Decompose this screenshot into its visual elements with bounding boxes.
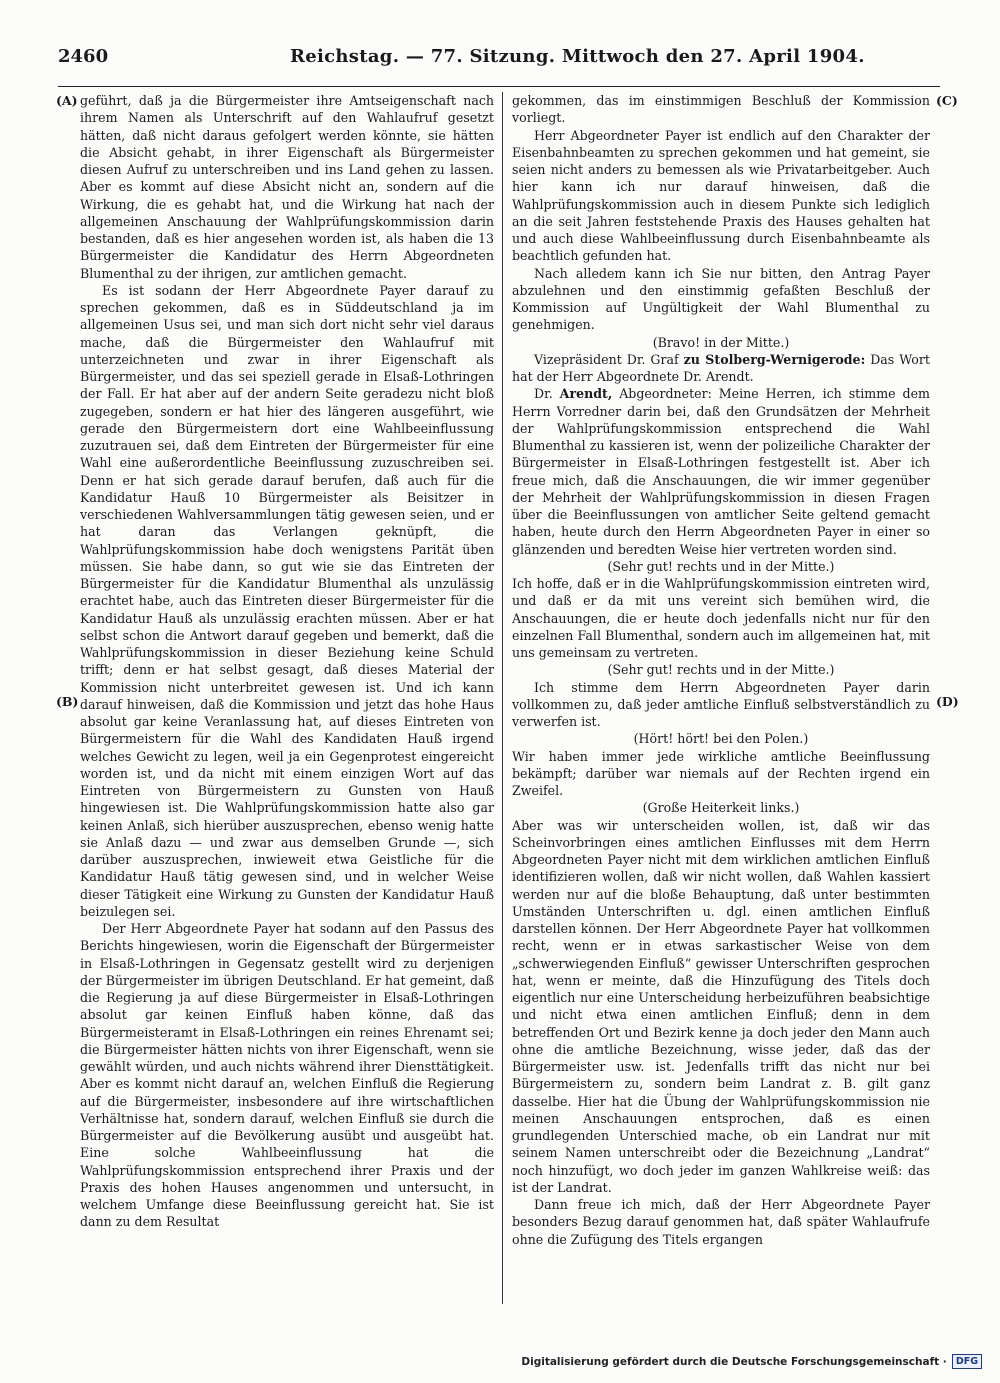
- footer-text: Digitalisierung gefördert durch die Deutsche Forschungsgemeinschaft ·: [521, 1355, 947, 1368]
- dfg-logo: DFG: [952, 1354, 982, 1369]
- page-number: 2460: [58, 46, 109, 67]
- right-column: [512, 92, 930, 1248]
- running-title: Reichstag. — 77. Sitzung. Mittwoch den 27. April 1904.: [290, 46, 865, 67]
- paragraph: gekommen, das im einstimmigen Beschluß der Kommission vorliegt.: [512, 93, 930, 126]
- speaker-title: Vizepräsident Dr. Graf: [534, 351, 679, 367]
- paragraph: Dann freue ich mich, daß der Herr Abgeordnete Payer besonders Bezug darauf genommen hat, daß später Wahlaufrufe ohne die Zufügung des Titels ergangen: [512, 1197, 930, 1247]
- paragraph: Ich hoffe, daß er in die Wahlprüfungskommission eintreten wird, und daß er da mit uns vereint sich bemühen wird, die Anschauungen, die er heute doch jedenfalls nicht nur für den einzelnen Fall Blumenthal, sondern auch im allgemeinen hat, mit uns gemeinsam zu vertreten.: [512, 576, 930, 660]
- margin-mark-d: (D): [936, 694, 959, 709]
- speaker-text: Das Wort hat der Herr Abgeordnete Dr. Arendt.: [512, 351, 930, 384]
- interjection: (Große Heiterkeit links.): [642, 800, 800, 816]
- paragraph: Wir haben immer jede wirkliche amtliche Beeinflussung bekämpft; darüber war niemals auf der Rechten irgend ein Zweifel.: [512, 748, 930, 798]
- interjection: (Sehr gut! rechts und in der Mitte.): [607, 558, 835, 574]
- margin-mark-b: (B): [56, 694, 79, 709]
- paragraph: Es ist sodann der Herr Abgeordnete Payer darauf zu sprechen gekommen, daß es in Süddeutschland ja im allgemeinen Usus sei, und man sich dort nicht sehr viel daraus mache, daß die Bürgermeister den Wahlaufruf mit unterzeichneten und zwar in ihrer Eigenschaft als Bürgermeister, und das sei speziell gerade in Elsaß-Lothringen der Fall. Er hat aber auf der andern Seite geradezu nicht bloß zugegeben, sondern er hat hier des längeren ausgeführt, wie gerade den Bürgermeistern dort eine Wahlbeeinflussung zuzutrauen sei, daß dem Eintreten der Bürgermeister für eine Wahl eine außerordentliche Beeinflussung zuzuschreiben sei. Denn er hat sich gerade darauf berufen, daß auch für die Kandidatur Hauß 10 Bürgermeister als Beisitzer in verschiedenen Wahlversammlungen tätig gewesen seien, und er hat daran das Verlangen geknüpft, die Wahlprüfungskommission habe doch wenigstens Parität üben müssen. Sie habe dann, so gut wie sie das Eintreten der Bürgermeister für die Kandidatur Blumenthal als unzulässig erachtet habe, auch das Eintreten dieser Bürgermeister für die Kandidatur Hauß als unzulässig erachten müssen. Aber er hat selbst schon die Antwort darauf gegeben und bemerkt, daß die Wahlprüfungskommission in dieser Beziehung keine Schuld trifft; denn er hat selbst gesagt, daß dieses Material der Kommission nicht unterbreitet gewesen ist. Und ich kann darauf hinweisen, daß die Kommission und jetzt das hohe Haus absolut gar keine Veranlassung hat, auf dieses Eintreten von Bürgermeistern für die Wahl des Kandidaten Hauß irgend welches Gewicht zu legen, weil ja ein Gegenprotest eingereicht worden ist, und da nicht mit einem einzigen Wort auf das Eintreten von Bürgermeistern zu Gunsten von Hauß hingewiesen ist. Die Wahlprüfungskommission hatte also gar keinen Anlaß, sich hierüber auszusprechen, ebenso wenig hatte sie Anlaß dazu — und zwar aus demselben Grunde —, sich darüber auszusprechen, inwieweit etwa Geistliche für die Kandidatur Hauß tätig gewesen sind, und in welcher Weise dieser Tätigkeit eine Wirkung zu Gunsten der Kandidatur Hauß beizulegen sei.: [80, 282, 494, 919]
- digitization-footer: [521, 1354, 982, 1369]
- speaker-name: zu Stolberg-Wernigerode:: [683, 351, 866, 367]
- margin-mark-a: (A): [56, 93, 78, 108]
- paragraph: Der Herr Abgeordnete Payer hat sodann auf den Passus des Berichts hingewiesen, worin die Eigenschaft der Bürgermeister in Elsaß-Lothringen in Gegensatz gestellt wird zu derjenigen der Bürgermeister im übrigen Deutschland. Er hat gemeint, daß die Regierung ja auf diese Bürgermeister in Elsaß-Lothringen absolut gar keinen Einfluß haben könne, daß das Bürgermeisteramt in Elsaß-Lothringen ein reines Ehrenamt sei; die Bürgermeister hätten nichts von ihrer Eigenschaft, wenn sie gewählt würden, und auch nichts während ihrer Diensttätigkeit. Aber es kommt nicht darauf an, welchen Einfluß die Regierung auf die Bürgermeister, insbesondere auf ihre wirtschaftlichen Verhältnisse hat, sondern darauf, welchen Einfluß sie durch die Bürgermeister auf die Bevölkerung ausübt und ausgeübt hat. Eine solche Wahlbeeinflussung hat die Wahlprüfungskommission entsprechend ihrer Praxis und der Praxis des hohen Hauses angenommen und untersucht, in welchem Umfange diese Beeinflussung gereicht hat. Sie ist dann zu dem Resultat: [80, 921, 494, 1230]
- column-divider: [502, 92, 503, 1304]
- page-header: [58, 44, 940, 70]
- speaker-title: Dr.: [534, 386, 553, 402]
- paragraph: Aber was wir unterscheiden wollen, ist, daß wir das Scheinvorbringen eines amtlichen Einflusses mit dem Herrn Abgeordneten Payer nicht mit dem wirklichen amtlichen Einfluß identifizieren wollen, daß wir nicht wollen, daß Wahlen kassiert werden nur auf die bloße Behauptung, daß unter bestimmten Umständen Unterschriften u. dgl. einen amtlichen Einfluß darstellen können. Der Herr Abgeordnete Payer hat vollkommen recht, wenn er in etwas sarkastischer Weise von dem „schwerwiegenden Einfluß“ gewisser Unterschriften gesprochen hat, wenn er meinte, daß die Hinzufügung des Titels doch eigentlich nur eine Unterscheidung herbeizuführen beabsichtige und nicht etwa einen amtlichen Einfluß; denn in dem betreffenden Ort und Bezirk kenne ja doch jeder den Mann auch ohne die amtliche Bezeichnung, wisse jeder, daß das der Bürgermeister usw. ist. Jedenfalls trifft das nicht nur bei Bürgermeistern zu, sondern beim Landrat z. B. gilt ganz dasselbe. Hier hat die Übung der Wahlprüfungskommission nie meinen Anschauungen entsprochen, daß es einen grundlegenden Unterschied mache, ob ein Landrat nur mit seinem Namen unterschreibt oder die Bezeichnung „Landrat“ noch hinzufügt, wo doch jeder im ganzen Wahlkreise weiß: das ist der Landrat.: [512, 817, 930, 1195]
- interjection: (Sehr gut! rechts und in der Mitte.): [607, 662, 835, 678]
- speaker-text: Abgeordneter: Meine Herren, ich stimme dem Herrn Vorredner darin bei, daß den Grundsätzen der Mehrheit der Wahlprüfungskommission entsprechend die Wahl Blumenthal zu kassieren ist, wenn der polizeiliche Charakter der Bürgermeister in Elsaß-Lothringen festgestellt ist. Aber ich freue mich, daß die Anschauungen, die wir immer gegenüber der Mehrheit der Wahlprüfungskommission in diesen Fragen über die Beeinflussungen von amtlicher Seite geltend gemacht haben, heute durch den Herrn Abgeordneten Payer in einer so glänzenden und beredten Weise hier vertreten worden sind.: [512, 386, 930, 557]
- paragraph: Ich stimme dem Herrn Abgeordneten Payer darin vollkommen zu, daß jeder amtliche Einfluß selbstverständlich zu verwerfen ist.: [512, 679, 930, 729]
- speaker-name: Arendt,: [559, 386, 613, 402]
- paragraph: Nach alledem kann ich Sie nur bitten, den Antrag Payer abzulehnen und den einstimmig gefaßten Beschluß der Kommission auf Ungültigkeit der Wahl Blumenthal zu genehmigen.: [512, 265, 930, 333]
- paragraph: Herr Abgeordneter Payer ist endlich auf den Charakter der Eisenbahnbeamten zu sprechen gekommen und hat gemeint, sie seien nicht anders zu bemessen als wie Privatarbeitgeber. Auch hier kann ich nur darauf hinweisen, daß die Wahlprüfungskommission auch in diesem Punkte sich lediglich an die seit Jahren feststehende Praxis des Hauses gehalten hat und auch diese Wahlbeeinflussung durch Eisenbahnbeamte als beachtlich gefunden hat.: [512, 127, 930, 264]
- left-column: [80, 92, 494, 1231]
- header-rule: [58, 86, 940, 87]
- speaker-line-vizepraesident: [512, 351, 930, 386]
- interjection: (Bravo! in der Mitte.): [652, 334, 790, 350]
- interjection: (Hört! hört! bei den Polen.): [633, 731, 809, 747]
- paragraph: geführt, daß ja die Bürgermeister ihre Amtseigenschaft nach ihrem Namen als Unterschrift auf den Wahlaufruf gesetzt hätten, daß nicht daraus gefolgert werden könnte, sie hätten die Absicht gehabt, in ihrer Eigenschaft als Bürgermeister diesen Aufruf zu unterschreiben und ins Land gehen zu lassen. Aber es kommt auf diese Absicht nicht an, sondern auf die Wirkung, die es gehabt hat, und die Wirkung hat nach der allgemeinen Anschauung der Wahlprüfungskommission darin bestanden, daß es hier angesehen worden ist, als haben die 13 Bürgermeister die Kandidatur des Herrn Abgeordneten Blumenthal zu der ihrigen, zur amtlichen gemacht.: [80, 93, 494, 281]
- speaker-line-arendt: [512, 385, 930, 558]
- margin-mark-c: (C): [936, 93, 958, 108]
